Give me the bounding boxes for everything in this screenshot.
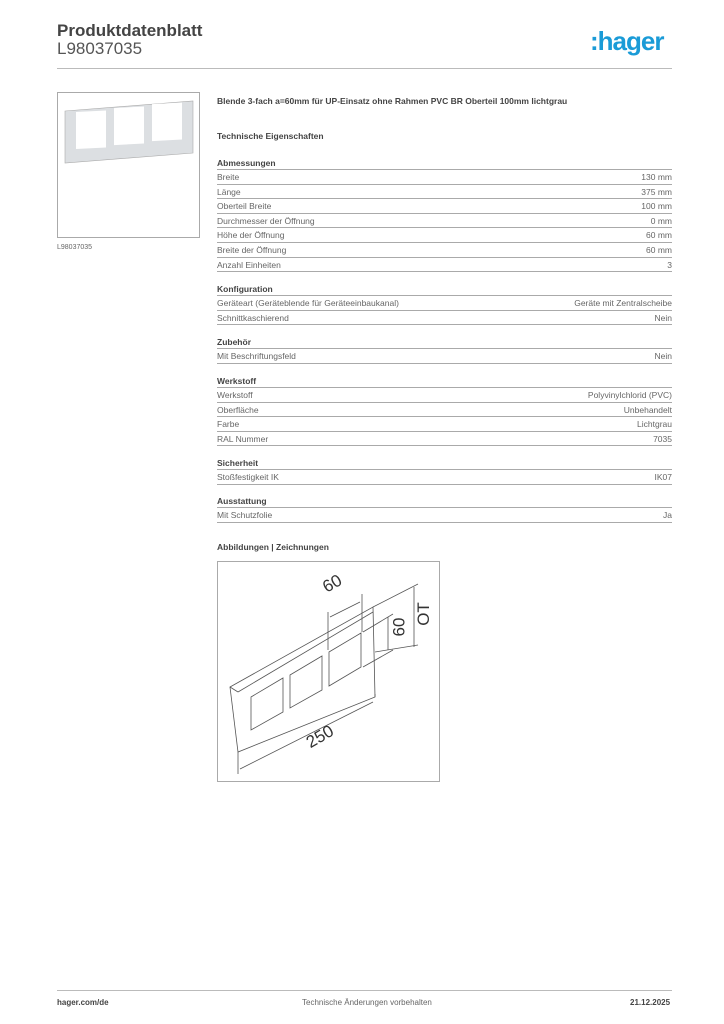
footer-website[interactable]: hager.com/de: [57, 998, 109, 1007]
property-value: Unbehandelt: [623, 404, 672, 415]
property-value: 3: [667, 259, 672, 270]
property-label: Oberteil Breite: [217, 201, 272, 212]
table-row: [217, 311, 672, 326]
property-label: Breite der Öffnung: [217, 244, 287, 255]
footer-date: 21.12.2025: [630, 998, 671, 1007]
property-value: 100 mm: [641, 201, 672, 212]
table-row: [217, 228, 672, 243]
section-title: Sicherheit: [217, 456, 672, 470]
technical-drawing: [217, 561, 440, 782]
length-label: 250: [302, 721, 337, 752]
property-value: 60 mm: [646, 244, 672, 255]
product-description: Blende 3-fach a=60mm für UP-Einsatz ohne Rahmen PVC BR Oberteil 100mm lichtgrau: [217, 96, 568, 106]
property-value: Nein: [654, 312, 672, 323]
property-label: Mit Schutzfolie: [217, 510, 273, 520]
property-value: 375 mm: [641, 186, 672, 197]
property-value: Nein: [654, 351, 672, 361]
property-value: 0 mm: [650, 215, 672, 226]
section-abmessungen: [217, 156, 672, 272]
section-konfiguration: [217, 282, 672, 325]
hager-logo: :hager: [590, 26, 664, 56]
section-ausstattung: [217, 494, 672, 523]
property-label: Anzahl Einheiten: [217, 259, 281, 270]
section-zubehör: [217, 335, 672, 364]
property-label: Mit Beschriftungsfeld: [217, 351, 296, 361]
header-divider: [57, 68, 672, 69]
opening-width-label: 60: [319, 570, 346, 597]
section-title: Ausstattung: [217, 494, 672, 508]
property-label: Höhe der Öffnung: [217, 230, 285, 241]
section-title: Werkstoff: [217, 374, 672, 388]
property-value: Lichtgrau: [637, 419, 672, 430]
opening-height-label: 60: [389, 617, 409, 637]
drawings-heading: Abbildungen | Zeichnungen: [217, 542, 329, 552]
section-werkstoff: [217, 374, 672, 446]
table-row: [217, 185, 672, 200]
property-value: IK07: [654, 472, 672, 482]
property-value: 60 mm: [646, 230, 672, 241]
property-label: Schnittkaschierend: [217, 312, 289, 323]
table-row: [217, 508, 672, 523]
page-title: Produktdatenblatt: [57, 21, 203, 40]
table-row: [217, 170, 672, 185]
property-label: Breite: [217, 172, 240, 182]
product-image: [57, 92, 200, 238]
table-row: [217, 403, 672, 418]
table-row: [217, 199, 672, 214]
table-row: [217, 388, 672, 403]
property-value: 130 mm: [641, 172, 672, 182]
table-row: [217, 470, 672, 485]
top-part-label: OT: [413, 602, 433, 626]
property-value: Polyvinylchlorid (PVC): [587, 390, 672, 400]
table-row: [217, 432, 672, 447]
section-title: Konfiguration: [217, 282, 672, 296]
table-row: [217, 243, 672, 258]
image-caption: L98037035: [57, 244, 93, 251]
section-title: Zubehör: [217, 335, 672, 349]
table-row: [217, 417, 672, 432]
footer-note: Technische Änderungen vorbehalten: [302, 998, 432, 1007]
property-value: Geräte mit Zentralscheibe: [574, 298, 672, 308]
section-sicherheit: [217, 456, 672, 485]
section-title: Abmessungen: [217, 156, 672, 170]
table-row: [217, 258, 672, 273]
property-label: Länge: [217, 186, 241, 197]
table-row: [217, 296, 672, 311]
table-row: [217, 214, 672, 229]
property-label: Geräteart (Geräteblende für Geräteeinbaukanal): [217, 298, 399, 308]
product-code: L98037035: [57, 39, 143, 58]
tech-heading: Technische Eigenschaften: [217, 131, 324, 141]
property-label: Oberfläche: [217, 404, 259, 415]
property-label: Werkstoff: [217, 390, 253, 400]
table-row: [217, 349, 672, 364]
property-label: Stoßfestigkeit IK: [217, 472, 279, 482]
property-value: Ja: [663, 510, 672, 520]
footer-divider: [57, 990, 672, 991]
property-label: Farbe: [217, 419, 240, 430]
property-value: 7035: [653, 433, 672, 444]
property-label: Durchmesser der Öffnung: [217, 215, 315, 226]
property-label: RAL Nummer: [217, 433, 269, 444]
